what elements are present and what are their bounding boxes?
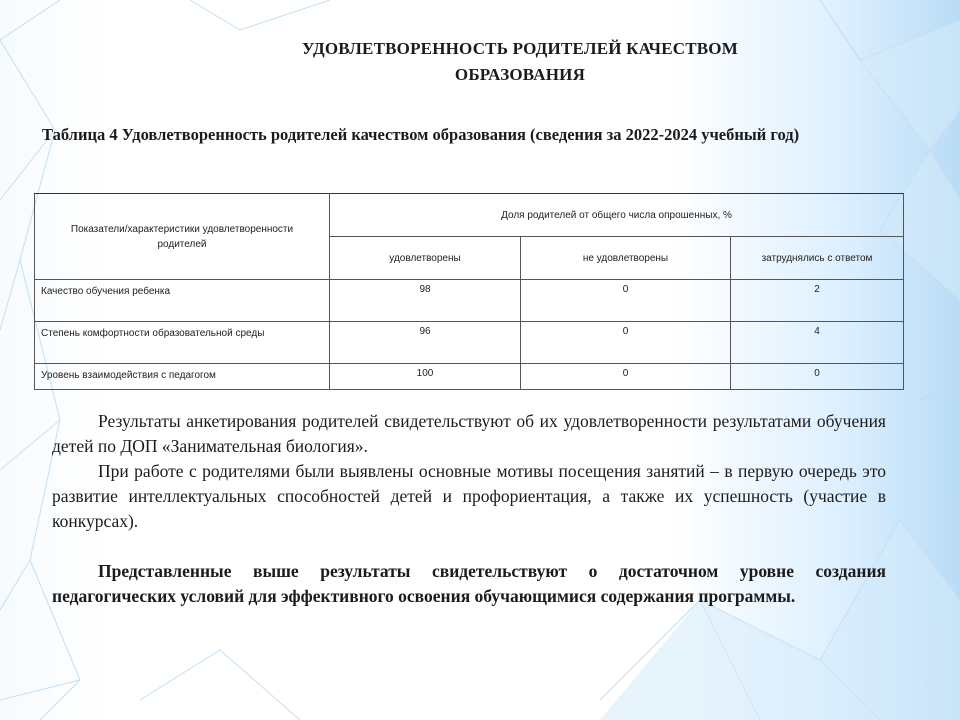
satisfied-column-header: удовлетворены — [330, 237, 521, 280]
row-indicator-name: Степень комфортности образовательной среды — [35, 322, 330, 364]
not-satisfied-value: 0 — [521, 280, 731, 322]
results-paragraph: Результаты анкетирования родителей свидетельствуют об их удовлетворенности результатами обучения детей по ДОП «Занимательная биология». — [52, 411, 886, 456]
table-row — [35, 364, 904, 390]
summary-text — [52, 409, 886, 609]
not-satisfied-value: 0 — [521, 322, 731, 364]
undecided-value: 4 — [731, 322, 904, 364]
table-row — [35, 280, 904, 322]
satisfied-value: 96 — [330, 322, 521, 364]
motives-paragraph: При работе с родителями были выявлены основные мотивы посещения занятий – в первую очередь это развитие интеллектуальных способностей детей и профориентация, а также их успешность (участие в конкурсах). — [52, 461, 886, 531]
slide-title-line2: ОБРАЗОВАНИЯ — [454, 65, 586, 84]
indicator-column-header: Показатели/характеристики удовлетворенности родителей — [35, 194, 330, 280]
table-header-row — [35, 194, 904, 237]
satisfied-value: 98 — [330, 280, 521, 322]
not-satisfied-value: 0 — [521, 364, 731, 390]
satisfaction-table — [34, 193, 904, 390]
share-column-header: Доля родителей от общего числа опрошенных, % — [330, 194, 904, 237]
row-indicator-name: Уровень взаимодействия с педагогом — [35, 364, 330, 390]
slide-title-line1: УДОВЛЕТВОРЕННОСТЬ РОДИТЕЛЕЙ КАЧЕСТВОМ — [302, 39, 738, 58]
undecided-value: 2 — [731, 280, 904, 322]
row-indicator-name: Качество обучения ребенка — [35, 280, 330, 322]
slide-title — [240, 36, 800, 88]
not-satisfied-column-header: не удовлетворены — [521, 237, 731, 280]
table-caption: Таблица 4 Удовлетворенность родителей качеством образования (сведения за 2022-2024 учебный год) — [42, 125, 800, 144]
conclusion-paragraph: Представленные выше результаты свидетельствуют о достаточном уровне создания педагогических условий для эффективного освоения обучающимися содержания программы. — [52, 561, 886, 606]
undecided-column-header: затруднялись с ответом — [731, 237, 904, 280]
satisfied-value: 100 — [330, 364, 521, 390]
undecided-value: 0 — [731, 364, 904, 390]
table-row — [35, 322, 904, 364]
